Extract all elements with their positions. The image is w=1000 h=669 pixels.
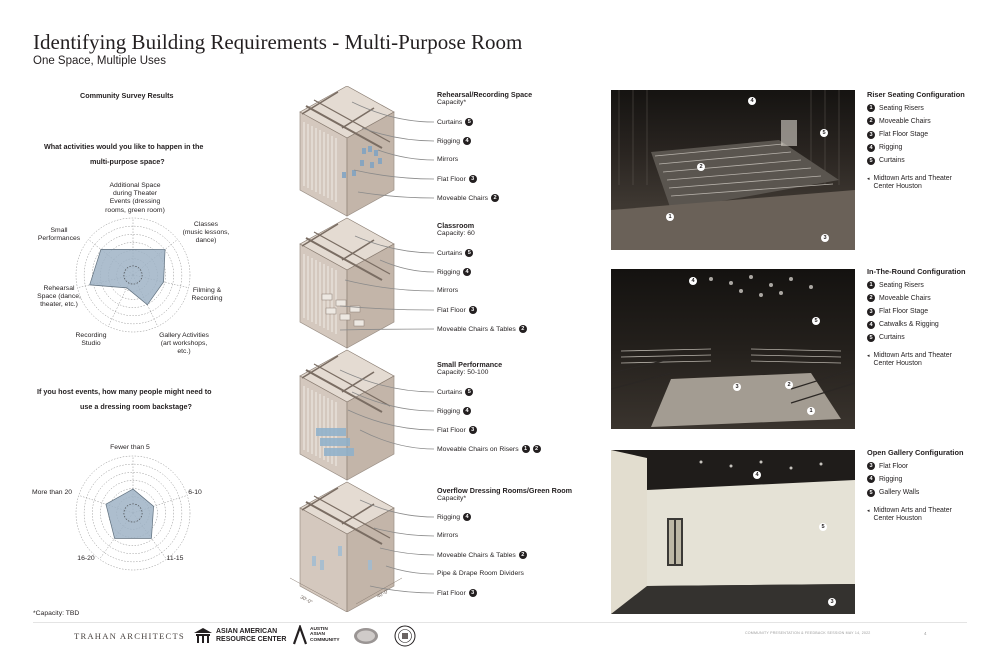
number-badge: 2: [533, 445, 541, 453]
photo-marker: 4: [753, 471, 761, 479]
config-item: [867, 334, 995, 342]
config-item: [867, 117, 995, 125]
number-badge: 3: [469, 306, 477, 314]
room-capacity: Capacity: 50-100: [437, 369, 489, 376]
caret-left-icon: ◂: [867, 352, 870, 359]
feature-label: Mirrors: [437, 287, 459, 294]
number-badge: 5: [867, 157, 875, 165]
room-title: Rehearsal/Recording Space: [437, 90, 533, 99]
photo-marker: 3: [828, 598, 836, 606]
room-feature-item: [437, 156, 458, 163]
number-badge: 5: [465, 388, 473, 396]
config-item: [867, 157, 995, 165]
number-badge: 3: [867, 131, 875, 139]
caret-left-icon: ◂: [867, 507, 870, 514]
number-badge: 2: [519, 325, 527, 333]
config-item: [867, 281, 995, 289]
radar1-label-filming: Filming & Recording: [191, 287, 223, 303]
config-riser: [867, 90, 995, 192]
photo-open-gallery: [611, 450, 855, 614]
feature-label: Mirrors: [437, 156, 459, 163]
number-badge: 1: [867, 281, 875, 289]
number-badge: 3: [469, 589, 477, 597]
room-feature-item: [437, 570, 524, 577]
number-badge: 5: [867, 489, 875, 497]
config-item-label: Moveable Chairs: [879, 294, 931, 302]
room-feature-item: [437, 589, 477, 597]
radar2-label-16-20: 16-20: [77, 555, 95, 562]
page-title: Identifying Building Requirements - Multi-Purpose Room: [33, 30, 523, 54]
radar2-label-more-than-20: More than 20: [31, 489, 73, 496]
room-block-rehearsal: [437, 90, 532, 106]
leader-line: [374, 528, 434, 536]
config-title: Riser Seating Configuration: [867, 90, 965, 99]
room-title: Small Performance: [437, 360, 503, 369]
room-feature-item: [437, 532, 458, 539]
photo-marker: 5: [820, 129, 828, 137]
leader-line: [380, 548, 434, 555]
feature-label: Moveable Chairs & Tables: [437, 325, 516, 333]
leader-line: [378, 150, 434, 160]
radar2-label-11-15: 11-15: [166, 555, 184, 562]
room-capacity: Capacity: 60: [437, 230, 475, 237]
config-item-label: Seating Risers: [879, 104, 924, 112]
config-source: ◂ Midtown Arts and Theater Center Houston: [867, 351, 952, 368]
config-item: [867, 321, 995, 329]
config-item-label: Rigging: [879, 475, 903, 483]
firm-name: TRAHAN ARCHITECTS: [74, 631, 185, 641]
capacity-footnote: *Capacity: TBD: [33, 610, 80, 617]
feature-label: Flat Floor: [437, 589, 466, 597]
leader-line: [340, 306, 434, 310]
config-item-label: Gallery Walls: [879, 489, 920, 497]
radar1-label-small-performances: Small Performances: [37, 227, 81, 243]
number-badge: 4: [463, 407, 471, 415]
number-badge: 3: [867, 308, 875, 316]
config-item-label: Rigging: [879, 144, 903, 152]
room-feature-item: [437, 325, 527, 333]
dim-width: 30'-0": [299, 594, 314, 606]
feature-label: Flat Floor: [437, 426, 466, 434]
footer-divider: [33, 622, 967, 623]
photo-riser-seating: [611, 90, 855, 250]
config-item: [867, 294, 995, 302]
room-block-classroom: [437, 221, 475, 237]
photo-marker: 3: [733, 383, 741, 391]
feature-label: Rigging: [437, 137, 461, 145]
feature-label: Mirrors: [437, 532, 459, 539]
room-capacity: Capacity*: [437, 495, 467, 502]
a-mark-icon: [292, 625, 308, 645]
config-item: [867, 131, 995, 139]
number-badge: 5: [465, 118, 473, 126]
q2-line1: If you host events, how many people might need to: [37, 387, 212, 396]
radar1-label-rehearsal: Rehearsal Space (dance, theater, etc.): [37, 285, 81, 309]
feature-label: Curtains: [437, 249, 463, 257]
room-capacity: Capacity*: [437, 99, 467, 106]
leader-line: [380, 260, 434, 272]
dim-depth: 40'-0": [376, 588, 391, 600]
room-feature-item: [437, 306, 477, 314]
config-item-label: Moveable Chairs: [879, 117, 931, 125]
leader-line: [370, 586, 434, 593]
feature-label: Moveable Chairs on Risers: [437, 445, 519, 453]
room-feature-item: [437, 194, 499, 202]
radar1-label-classes: Classes (music lessons, dance): [182, 221, 230, 245]
leader-line: [360, 430, 434, 449]
photo-marker: 4: [748, 97, 756, 105]
config-item-label: Flat Floor: [879, 462, 909, 470]
number-badge: 4: [463, 268, 471, 276]
number-badge: 4: [867, 475, 875, 483]
room-feature-item: [437, 513, 471, 521]
logo-austin-asian-community: AUSTIN ASIAN COMMUNITY: [292, 625, 340, 645]
feature-label: Rigging: [437, 513, 461, 521]
number-badge: 3: [469, 426, 477, 434]
number-badge: 4: [867, 144, 875, 152]
radar1-label-gallery: Gallery Activities (art workshops, etc.): [159, 332, 209, 356]
room-feature-item: [437, 137, 471, 145]
number-badge: 5: [867, 334, 875, 342]
page-number: 4: [924, 631, 927, 636]
config-source: ◂ Midtown Arts and Theater Center Houston: [867, 506, 952, 522]
leader-line: [348, 410, 434, 430]
room-feature-item: [437, 287, 458, 294]
room-feature-item: [437, 445, 541, 453]
photo-marker: 3: [821, 234, 829, 242]
footer-meta: COMMUNITY PRESENTATION & FEEDBACK SESSION MAY 14, 2022: [745, 631, 871, 635]
config-item-label: Seating Risers: [879, 281, 924, 289]
number-badge: 2: [491, 194, 499, 202]
room-feature-item: [437, 426, 477, 434]
partner-seal-icon: [353, 626, 379, 646]
photo-in-the-round: [611, 269, 855, 429]
feature-label: Flat Floor: [437, 175, 466, 183]
leader-line: [345, 280, 434, 291]
room-feature-item: [437, 388, 473, 396]
logo-aarc: ASIAN AMERICAN RESOURCE CENTER: [193, 627, 286, 644]
feature-label: Moveable Chairs: [437, 194, 488, 202]
survey-heading: Community Survey Results: [80, 91, 174, 100]
photo-marker: 5: [812, 317, 820, 325]
feature-label: Rigging: [437, 268, 461, 276]
leader-line: [340, 329, 434, 330]
config-item-label: Flat Floor Stage: [879, 131, 929, 139]
config-item: [867, 475, 995, 483]
config-title: Open Gallery Configuration: [867, 448, 964, 457]
feature-label: Flat Floor: [437, 306, 466, 314]
q1-line1: What activities would you like to happen in the: [44, 142, 204, 151]
photo-marker: 5: [819, 523, 827, 531]
room-title: Classroom: [437, 221, 475, 230]
radar2-label-6-10: 6-10: [188, 489, 202, 496]
room-feature-item: [437, 268, 471, 276]
photo-marker: 4: [689, 277, 697, 285]
q1-line2: multi-purpose space?: [90, 157, 165, 166]
number-badge: 3: [469, 175, 477, 183]
leader-line: [352, 102, 434, 122]
number-badge: 3: [867, 462, 875, 470]
leader-line: [362, 128, 434, 141]
room-feature-item: [437, 175, 477, 183]
radar1-label-recording: Recording Studio: [75, 332, 107, 348]
config-in-the-round: [867, 267, 995, 369]
room-feature-item: [437, 551, 527, 559]
leader-line: [360, 500, 434, 517]
room-title: Overflow Dressing Rooms/Green Room: [437, 486, 572, 495]
leader-line: [340, 370, 434, 392]
config-item: [867, 489, 995, 497]
number-badge: 2: [867, 294, 875, 302]
config-item-label: Curtains: [879, 157, 905, 165]
number-badge: 4: [463, 137, 471, 145]
room-feature-item: [437, 249, 473, 257]
number-badge: 4: [463, 513, 471, 521]
number-badge: 5: [465, 249, 473, 257]
config-item-label: Flat Floor Stage: [879, 308, 929, 316]
config-item-label: Catwalks & Rigging: [879, 321, 939, 329]
config-item-label: Curtains: [879, 334, 905, 342]
page-subtitle: One Space, Multiple Uses: [33, 55, 166, 67]
feature-label: Curtains: [437, 388, 463, 396]
feature-label: Rigging: [437, 407, 461, 415]
leader-line: [355, 236, 434, 253]
pagoda-icon: [193, 627, 213, 644]
config-item: [867, 308, 995, 316]
config-item: [867, 104, 995, 112]
city-seal-icon: [394, 625, 416, 647]
config-title: In-The-Round Configuration: [867, 267, 966, 276]
feature-label: Pipe & Drape Room Dividers: [437, 570, 524, 577]
room-block-overflow: [437, 486, 572, 502]
number-badge: 1: [522, 445, 530, 453]
q2-line2: use a dressing room backstage?: [80, 402, 192, 411]
config-item: [867, 462, 995, 470]
feature-label: Curtains: [437, 118, 463, 126]
number-badge: 4: [867, 321, 875, 329]
number-badge: 2: [519, 551, 527, 559]
config-item: [867, 144, 995, 152]
photo-marker: 1: [807, 407, 815, 415]
config-source: ◂ Midtown Arts and Theater Center Houston: [867, 174, 952, 191]
radar2-label-fewer-than-5: Fewer than 5: [110, 444, 150, 451]
photo-marker: 1: [666, 213, 674, 221]
radar1-label-additional-space: Additional Space during Theater Events (dressing rooms, green room): [105, 182, 165, 214]
leader-line: [352, 392, 434, 411]
room-feature-item: [437, 118, 473, 126]
leader-line: [386, 566, 434, 574]
leader-line: [358, 192, 434, 198]
photo-marker: 2: [697, 163, 705, 171]
number-badge: 1: [867, 104, 875, 112]
room-feature-item: [437, 407, 471, 415]
feature-label: Moveable Chairs & Tables: [437, 551, 516, 559]
leader-line: [354, 170, 434, 179]
config-open-gallery: [867, 448, 995, 523]
number-badge: 2: [867, 117, 875, 125]
photo-marker: 2: [785, 381, 793, 389]
room-block-small-performance: [437, 360, 502, 376]
caret-left-icon: ◂: [867, 175, 870, 182]
